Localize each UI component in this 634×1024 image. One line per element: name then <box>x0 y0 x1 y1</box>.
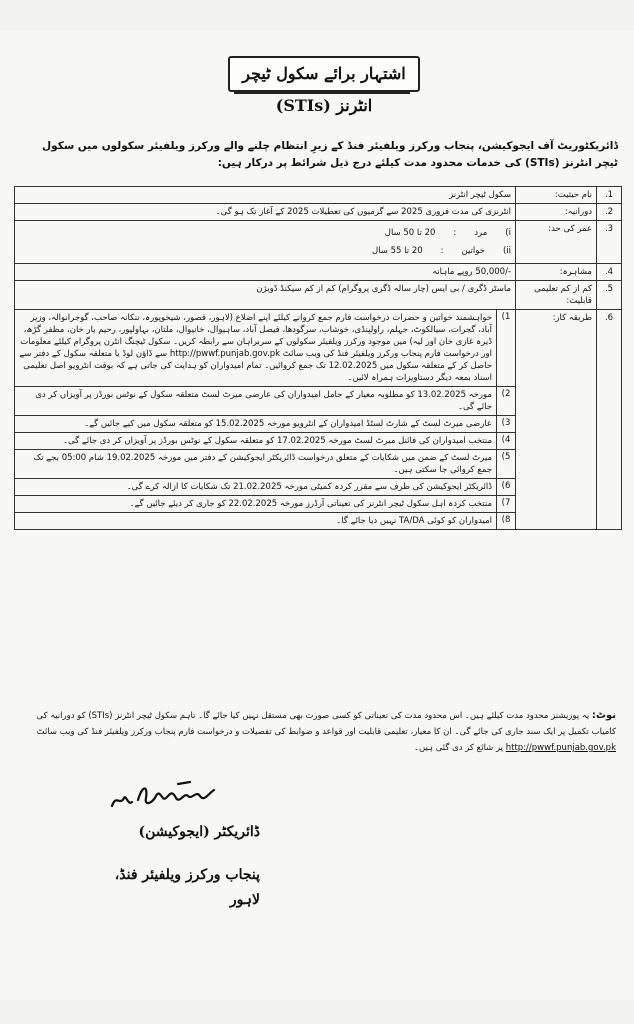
procedure-number: 7) <box>496 496 515 512</box>
procedure-number: 4) <box>496 433 515 449</box>
row-value: انٹرنزی کی مدت فروری 2025 سے گرمیوں کی تعطیلات 2025 کے آغاز تک ہو گی۔ <box>15 204 516 221</box>
title-box <box>228 56 416 115</box>
note-text: یہ پوزیشنز محدود مدت کیلئے ہیں۔ اس محدود مدت کی تعیناتی کو کسی صورت بھی مستقل نہیں کیا جائے گا۔ تاہم سکول ٹیچر انٹرنز (STIs) کو دورانیہ کی کامیاب تکمیل پر ایک سند جاری کی جائے گی۔ ان کا معیار، تعلیمی قابلیت اور قواعد و ضوابط کی تفصیلات و درخواست فارم پنجاب ورکرز ویلفیئر فنڈ کی ویب سائٹ <box>36 711 616 737</box>
procedure-item <box>15 479 515 496</box>
table-row <box>15 310 622 530</box>
row-label: نام حیثیت: <box>516 187 597 204</box>
age-sep: : <box>440 246 444 256</box>
note-label: نوٹ: <box>591 710 616 721</box>
age-label: مرد <box>474 228 488 238</box>
procedure-cell <box>15 310 516 530</box>
age-sep: : <box>453 228 457 238</box>
age-value: 20 تا 55 سال <box>372 246 423 256</box>
row-label: عمر کی حد: <box>516 221 597 264</box>
bottom-margin <box>0 1000 634 1024</box>
note-paragraph <box>20 708 616 756</box>
terms-table <box>14 186 622 530</box>
row-number: 1. <box>597 187 622 204</box>
intro-paragraph: ڈائریکٹوریٹ آف ایجوکیشن، پنجاب ورکرز ویلفیئر فنڈ کے زیرِ انتظام چلنے والے ورکرز ویلفیئر سکولوں میں سکول ٹیچر انٹرنز (STIs) کی خدمات محدود مدت کیلئے درج ذیل شرائط پر درکار ہیں: <box>42 140 618 169</box>
procedure-text: منتخب امیدواران کی فائنل میرٹ لسٹ مورخہ 17.02.2025 کو متعلقہ سکول کے نوٹس بورڈز پر آویزاں کر دی جائے گی۔ <box>63 436 492 446</box>
procedure-number: 8) <box>496 513 515 529</box>
signatory-designation: ڈائریکٹر (ایجوکیشن) <box>138 824 260 840</box>
signature-block <box>90 820 260 913</box>
row-value: -/50,000 روپے ماہانہ <box>15 264 516 281</box>
procedure-text: خواہشمند خواتین و حضرات درخواست فارم جمع کروانے کیلئے اپنے اضلاع (لاہور، قصور، شیخوپورہ، ننکانہ صاحب، گوجرانوالہ، وزیر آباد، گجرات، سیالکوٹ، جہلم، راولپنڈی، خوشاب، سرگودھا، فیصل آباد، ساہیوال، خانیوال، ملتان، بہاولپور، رحیم یار خان، مظفر گڑھ، ڈیرہ غازی خان اور لیہ) میں موجود ورکرز ویلفیئر سکولوں کے سربراہان سے رابطہ کریں۔ سکول ٹیچنگ انٹرن پروگرام کیلئے معلومات اور درخواست فارم پنجاب ورکرز ویلفیئر فنڈ کی ویب سائٹ http://pwwf.punjab.gov.pk سے ڈاؤن لوڈ یا متعلقہ سکول کے دفتر سے حاصل کر کے متعلقہ سکول میں 12.02.2025 تک جمع کروائیں۔ تمام امیدواران کو ہدایت کی جاتی ہے کہ بوقت انٹرویو اصل تعلیمی اسناد بمعہ دیگر دستاویزات ہمراہ لائیں۔ <box>19 313 492 383</box>
procedure-text: عارضی میرٹ لسٹ کے شارٹ لسٹڈ امیدواران کے انٹرویو مورخہ 15.02.2025 کو متعلقہ سکول میں کیے جائیں گے۔ <box>84 419 492 429</box>
handwritten-signature <box>108 776 228 816</box>
website-link[interactable]: http://pwwf.punjab.gov.pk <box>505 743 616 753</box>
procedure-list <box>15 310 515 529</box>
row-number: 6. <box>597 310 622 530</box>
procedure-number: 3) <box>496 416 515 432</box>
procedure-item <box>15 416 515 433</box>
row-number: 5. <box>597 281 622 310</box>
procedure-text: امیدواران کو کوئی TA/DA نہیں دیا جائے گا۔ <box>336 516 492 526</box>
procedure-item <box>15 513 515 529</box>
procedure-item <box>15 310 515 387</box>
table-row <box>15 221 622 264</box>
note-tail: پر شائع کر دی گئی ہیں۔ <box>414 743 504 753</box>
signatory-organization: پنجاب ورکرز ویلفیئر فنڈ، لاہور <box>114 867 260 908</box>
procedure-item <box>15 387 515 416</box>
page-title: اشتہار برائے سکول ٹیچر انٹرنز (STIs) <box>228 56 420 92</box>
row-label: دورانیہ: <box>516 204 597 221</box>
table-row <box>15 204 622 221</box>
age-male <box>19 227 511 239</box>
procedure-item <box>15 433 515 450</box>
table-row <box>15 281 622 310</box>
age-value: 20 تا 50 سال <box>384 228 436 238</box>
procedure-number: 1) <box>496 310 515 386</box>
row-label: مشاہرہ: <box>516 264 597 281</box>
row-number: 4. <box>597 264 622 281</box>
age-label: خواتین <box>461 246 485 256</box>
age-num: ii) <box>502 246 511 256</box>
age-num: i) <box>505 228 511 238</box>
title-underline <box>234 92 410 94</box>
procedure-number: 5) <box>496 450 515 478</box>
row-value: ماسٹر ڈگری / بی ایس (چار سالہ ڈگری پروگرام) کم از کم سیکنڈ ڈویژن <box>15 281 516 310</box>
procedure-text: ڈائریکٹر ایجوکیشن کی طرف سے مقرر کردہ کمیٹی مورخہ 21.02.2025 تک شکایات کا ازالہ کرے گی۔ <box>126 482 492 492</box>
procedure-text: میرٹ لسٹ کے ضمن میں شکایات کے متعلق درخواست ڈائریکٹر ایجوکیشن کے دفتر میں مورخہ 19.02.2025 شام 05:00 بجے تک جمع کروائی جا سکتی ہیں۔ <box>33 453 492 475</box>
row-label: کم از کم تعلیمی قابلیت: <box>516 281 597 310</box>
procedure-item <box>15 496 515 513</box>
age-limits <box>15 221 516 264</box>
procedure-item <box>15 450 515 479</box>
procedure-number: 2) <box>496 387 515 415</box>
procedure-text: منتخب کردہ اہل سکول ٹیچر انٹرنز کی تعیناتی آرڈرز مورخہ 22.02.2025 کو جاری کر دیئے جائیں گے۔ <box>129 499 492 509</box>
row-value: سکول ٹیچر انٹرنز <box>15 187 516 204</box>
top-margin <box>0 0 634 30</box>
row-label: طریقہ کار: <box>516 310 597 530</box>
row-number: 3. <box>597 221 622 264</box>
procedure-text: مورخہ 13.02.2025 کو مطلوبہ معیار کے حامل امیدواران کی عارضی میرٹ لسٹ متعلقہ سکول کے نوٹس بورڈز پر آویزاں کر دی جائے گی۔ <box>35 390 492 412</box>
table-row <box>15 264 622 281</box>
procedure-number: 6) <box>496 479 515 495</box>
age-female <box>19 245 511 257</box>
table-row <box>15 187 622 204</box>
row-number: 2. <box>597 204 622 221</box>
